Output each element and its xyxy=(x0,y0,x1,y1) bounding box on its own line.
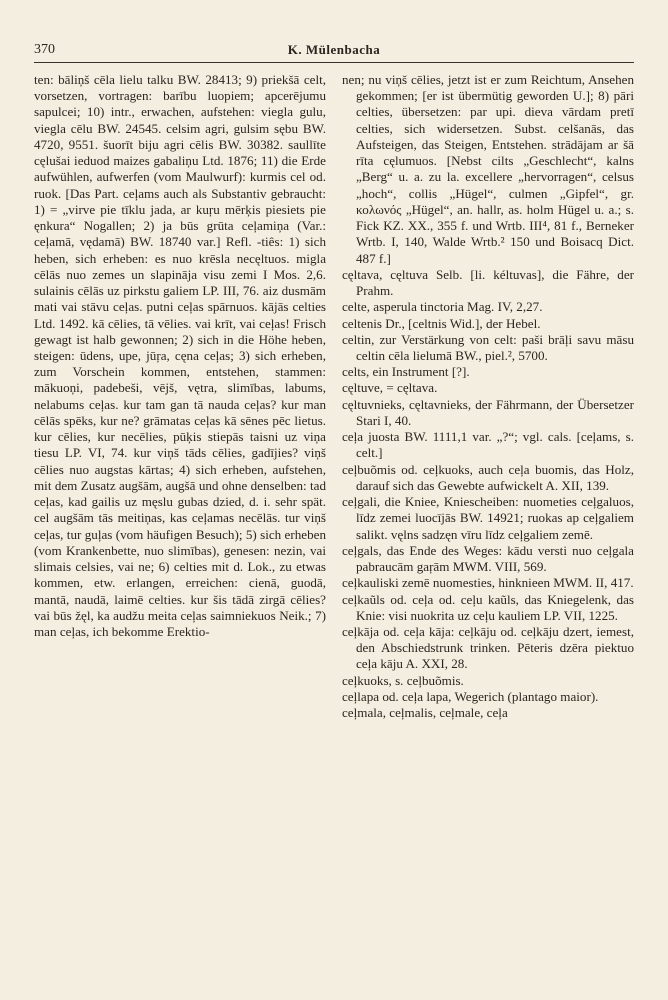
right-column xyxy=(342,72,634,987)
left-column xyxy=(34,72,326,987)
dictionary-entry: ceļgali, die Kniee, Kniescheiben: nuometies ceļgaluos, līdz zemei luocījās BW. 14921; ruokas ap ceļgaliem salikt. vęlns sadzęn vīru līdz ceļgaliem zemē. xyxy=(342,494,634,542)
dictionary-entry: ceļkaũls od. ceļa od. ceļu kaũls, das Kniegelenk, das Knie: visi nuokrita uz ceļu kauliem LP. VII, 1225. xyxy=(342,591,634,623)
dictionary-entry: cęltuvnieks, cęltavnieks, der Fährmann, der Übersetzer Stari I, 40. xyxy=(342,396,634,428)
dictionary-entry: ceļa juosta BW. 1111,1 var. „?“; vgl. cals. [ceļams, s. celt.] xyxy=(342,429,634,461)
dictionary-entry: ceļkuoks, s. ceļbuõmis. xyxy=(342,672,464,688)
dictionary-entry: nen; nu viņš cēlies, jetzt ist er zum Reichtum, Ansehen gekommen; [er ist übermütig geworden U.]; 8) pāri celties, übersetzen: par upi. dieva vārdam pretī celties, sich widersetzen. Subst. celšanās, das Aufsteigen, das Steigen, Entstehen. strādājam ar šā rīta cęlumuos. [Nebst cilts „Geschlecht“, kalns „Berg“ u. a. zu la. excellere „hervorragen“, celsus „hoch“, collis „Hügel“, culmen „Gipfel“, gr. κολωνός „Hügel“, an. hallr, as. holm Hügel u. a.; s. Fick KZ. XX., 355 f. und Wrtb. III⁴, 81 f., Berneker Wrtb. I, 140, Walde Wrtb.² 150 und Boisacq Dict. 487 f.] xyxy=(342,72,634,266)
dictionary-entry: ceļbuõmis od. ceļkuoks, auch ceļa buomis, das Holz, darauf sich das Gewebte aufwickelt A. XII, 139. xyxy=(342,461,634,493)
dictionary-entry: ceļmala, ceļmalis, ceļmale, ceļa xyxy=(342,705,508,721)
running-head: K. Mülenbacha xyxy=(287,42,381,57)
dictionary-entry: ceļlapa od. ceļa lapa, Wegerich (plantago maior). xyxy=(342,688,599,704)
dictionary-entry: ceļkauliski zemē nuomesties, hinknieen MWM. II, 417. xyxy=(342,575,634,591)
text-columns xyxy=(34,72,634,987)
dictionary-entry: celte, asperula tinctoria Mag. IV, 2,27. xyxy=(342,299,543,315)
dictionary-entry: celtenis Dr., [celtnis Wid.], der Hebel. xyxy=(342,315,541,331)
dictionary-entry: celts, ein Instrument [?]. xyxy=(342,364,470,380)
dictionary-entry: ceļkāja od. ceļa kāja: ceļkāju od. ceļkāju dzert, iemest, den Abschiedstrunk trinken. Pēteris dzēra piektuo ceļa kāju A. XXI, 28. xyxy=(342,623,634,672)
dictionary-entry: celtin, zur Verstärkung von celt: paši brāļi savu māsu celtin cēla lielumā BW., piel.², 5700. xyxy=(342,331,634,363)
dictionary-entry: ceļgals, das Ende des Weges: kādu versti nuo ceļgala pabraucām gaŗām MWM. VIII, 569. xyxy=(342,542,634,575)
dictionary-entry: cęltava, cęltuva Selb. [li. kéltuvas], die Fähre, der Prahm. xyxy=(342,266,634,299)
page-header xyxy=(34,40,634,63)
page-number: 370 xyxy=(34,42,55,57)
dictionary-entry-text: ten: bāliņš cēla lielu talku BW. 28413; 9) priekšā celt, vorsetzen, vortragen: barību luopiem; apcerējumu sapulcei; 10) intr., erwachen, aufstehen: viegla gulu, viegla cēlu BW. 24545. celsim agri, gulsim sębu BW. 4720, 9551. šuorīt biju agri cēlis BW. 30382. saullīte cęlušai ieduod maizes gabaliņu Ltd. 1876; 11) die Erde aufwühlen, aufwerfen (vom Maulwurf): kurmis cel od. ruok. [Das Part. ceļams auch als Substantiv gebraucht: 1) = „virve pie tīklu jada, ar kuŗu mērķis piesiets pie ęnkura“ Nogallen; 2) ja būs grūta ceļamiņa (Var.: ceļamā, vędamā) BW. 18740 var.] Refl. -tiês: 1) sich heben, sich erheben: es nuo krēsla necęltuos. migla cēlās nuo zemes un slapināja visu zemi I Mos. 2,6. sulainis cēlās uz pirkstu galiem LP. III, 76. aiz dusmām mati vai stāvu ceļas. putni ceļas spārnuos. kājās celties Ltd. 1492. kā cēlies, tā vēlies. vai krīt, vai ceļas! Frisch gewagt ist halb gewonnen; 2) sich in die Höhe heben, steigen: ūdens, upe, jūŗa, cęna ceļas; 3) sich erheben, zum Vorschein kommen, entstehen, stammen: mākuoņi, padebeši, vējš, vętra, slimības, labums, nelabums ceļas. kur tam gan tā nauda ceļas? kur man cēlās spēks, kur ne? grāmatas ceļas kā sēnes pēc lietus. kur cēlies, kur necēlies, pūķis stiepās taisni uz viņa tiesu LP. VI, 74. kur viņš tāds cēlies, gadījies? viņš cēlies nuo augstas kārtas; 4) sich erheben, aufstehen, mit dem Zusatz augšām, augšā und ohne denselben: tad ceļas, kad gailis uz męslu gubas dzied, d. i. sehr spät. cel augšām tās meitiņas, kas ceļamas necēlās. tur viņš ceļas, tur guļas (vom häufigen Besuch); 5) sich erheben (vom Krankenbette, nuo slimības), genesen: nezin, vai slimais celsies, vai ne; 6) celties mit d. Lok., zu etwas kommen, etw. erlangen, erreichen: cienā, guodā, mantā, naudā, laimē celties. kur šis tādā zirgā cēlies? vai būs žęl, ka audžu meita ceļas saimniekuos Neik.; 7) man ceļas, ich bekomme Erektio- xyxy=(34,72,326,639)
dictionary-entry: cęltuve, = cęltava. xyxy=(342,380,438,396)
